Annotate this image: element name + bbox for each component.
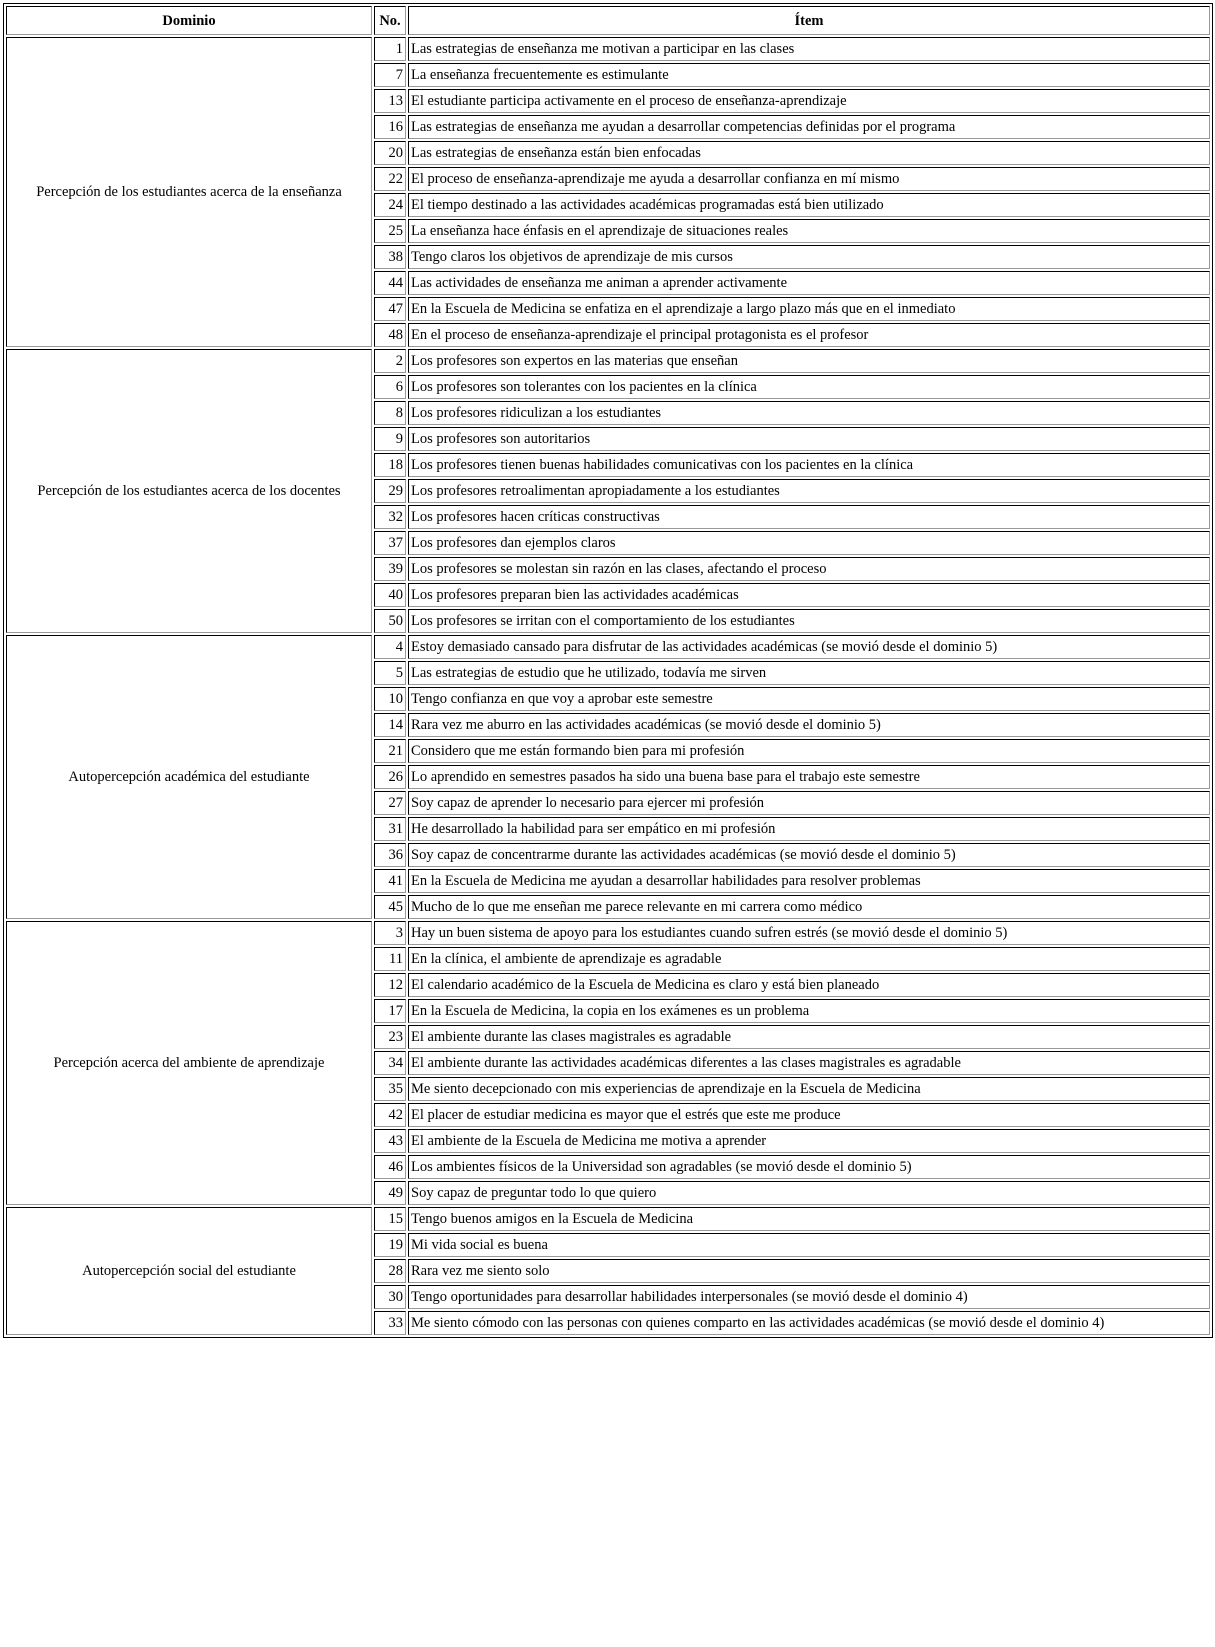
item-text: El proceso de enseñanza-aprendizaje me ayuda a desarrollar confianza en mí mismo bbox=[408, 167, 1210, 191]
item-number: 37 bbox=[374, 531, 406, 555]
item-number: 15 bbox=[374, 1207, 406, 1231]
item-text: Los profesores son autoritarios bbox=[408, 427, 1210, 451]
item-text: El calendario académico de la Escuela de Medicina es claro y está bien planeado bbox=[408, 973, 1210, 997]
item-text: Las estrategias de enseñanza me ayudan a desarrollar competencias definidas por el programa bbox=[408, 115, 1210, 139]
header-row bbox=[6, 6, 1210, 35]
item-text: En la Escuela de Medicina se enfatiza en el aprendizaje a largo plazo más que en el inmediato bbox=[408, 297, 1210, 321]
item-number: 3 bbox=[374, 921, 406, 945]
item-number: 41 bbox=[374, 869, 406, 893]
item-number: 18 bbox=[374, 453, 406, 477]
item-text: He desarrollado la habilidad para ser empático en mi profesión bbox=[408, 817, 1210, 841]
item-number: 11 bbox=[374, 947, 406, 971]
item-text: En la clínica, el ambiente de aprendizaje es agradable bbox=[408, 947, 1210, 971]
item-text: Mucho de lo que me enseñan me parece relevante en mi carrera como médico bbox=[408, 895, 1210, 919]
item-text: Los profesores se irritan con el comportamiento de los estudiantes bbox=[408, 609, 1210, 633]
item-text: Soy capaz de preguntar todo lo que quiero bbox=[408, 1181, 1210, 1205]
item-text: Los profesores tienen buenas habilidades comunicativas con los pacientes en la clínica bbox=[408, 453, 1210, 477]
header-no: No. bbox=[374, 6, 406, 35]
item-text: Las estrategias de enseñanza me motivan a participar en las clases bbox=[408, 37, 1210, 61]
item-text: El ambiente durante las actividades académicas diferentes a las clases magistrales es agradable bbox=[408, 1051, 1210, 1075]
item-text: Me siento decepcionado con mis experiencias de aprendizaje en la Escuela de Medicina bbox=[408, 1077, 1210, 1101]
item-number: 36 bbox=[374, 843, 406, 867]
table-row bbox=[6, 349, 1210, 373]
item-number: 49 bbox=[374, 1181, 406, 1205]
item-text: La enseñanza frecuentemente es estimulante bbox=[408, 63, 1210, 87]
item-number: 43 bbox=[374, 1129, 406, 1153]
table-row bbox=[6, 37, 1210, 61]
domain-cell: Autopercepción social del estudiante bbox=[6, 1207, 372, 1335]
domain-cell: Percepción de los estudiantes acerca de los docentes bbox=[6, 349, 372, 633]
item-number: 40 bbox=[374, 583, 406, 607]
item-text: Los profesores son tolerantes con los pacientes en la clínica bbox=[408, 375, 1210, 399]
item-text: La enseñanza hace énfasis en el aprendizaje de situaciones reales bbox=[408, 219, 1210, 243]
item-text: Los profesores retroalimentan apropiadamente a los estudiantes bbox=[408, 479, 1210, 503]
item-number: 45 bbox=[374, 895, 406, 919]
domain-cell: Percepción acerca del ambiente de aprendizaje bbox=[6, 921, 372, 1205]
item-number: 12 bbox=[374, 973, 406, 997]
item-text: El tiempo destinado a las actividades académicas programadas está bien utilizado bbox=[408, 193, 1210, 217]
item-number: 32 bbox=[374, 505, 406, 529]
item-text: Lo aprendido en semestres pasados ha sido una buena base para el trabajo este semestre bbox=[408, 765, 1210, 789]
item-number: 26 bbox=[374, 765, 406, 789]
item-number: 48 bbox=[374, 323, 406, 347]
table-row bbox=[6, 1207, 1210, 1231]
item-number: 7 bbox=[374, 63, 406, 87]
table-row bbox=[6, 921, 1210, 945]
item-number: 20 bbox=[374, 141, 406, 165]
item-text: Los profesores dan ejemplos claros bbox=[408, 531, 1210, 555]
item-number: 4 bbox=[374, 635, 406, 659]
item-text: En el proceso de enseñanza-aprendizaje el principal protagonista es el profesor bbox=[408, 323, 1210, 347]
item-number: 5 bbox=[374, 661, 406, 685]
item-number: 24 bbox=[374, 193, 406, 217]
item-text: Las estrategias de enseñanza están bien enfocadas bbox=[408, 141, 1210, 165]
item-number: 33 bbox=[374, 1311, 406, 1335]
item-number: 19 bbox=[374, 1233, 406, 1257]
item-text: Las estrategias de estudio que he utilizado, todavía me sirven bbox=[408, 661, 1210, 685]
domain-cell: Autopercepción académica del estudiante bbox=[6, 635, 372, 919]
item-text: Los profesores hacen críticas constructivas bbox=[408, 505, 1210, 529]
item-number: 35 bbox=[374, 1077, 406, 1101]
item-number: 29 bbox=[374, 479, 406, 503]
item-number: 9 bbox=[374, 427, 406, 451]
item-number: 44 bbox=[374, 271, 406, 295]
table-row bbox=[6, 635, 1210, 659]
item-text: Me siento cómodo con las personas con quienes comparto en las actividades académicas (se movió desde el dominio 4) bbox=[408, 1311, 1210, 1335]
item-number: 10 bbox=[374, 687, 406, 711]
item-number: 31 bbox=[374, 817, 406, 841]
item-text: Rara vez me aburro en las actividades académicas (se movió desde el dominio 5) bbox=[408, 713, 1210, 737]
item-text: Soy capaz de aprender lo necesario para ejercer mi profesión bbox=[408, 791, 1210, 815]
item-text: Tengo buenos amigos en la Escuela de Medicina bbox=[408, 1207, 1210, 1231]
item-text: Los profesores son expertos en las materias que enseñan bbox=[408, 349, 1210, 373]
item-text: Mi vida social es buena bbox=[408, 1233, 1210, 1257]
item-number: 1 bbox=[374, 37, 406, 61]
item-number: 46 bbox=[374, 1155, 406, 1179]
item-number: 25 bbox=[374, 219, 406, 243]
item-text: El estudiante participa activamente en el proceso de enseñanza-aprendizaje bbox=[408, 89, 1210, 113]
item-text: Estoy demasiado cansado para disfrutar de las actividades académicas (se movió desde el dominio 5) bbox=[408, 635, 1210, 659]
item-number: 16 bbox=[374, 115, 406, 139]
item-text: El ambiente durante las clases magistrales es agradable bbox=[408, 1025, 1210, 1049]
item-number: 6 bbox=[374, 375, 406, 399]
domains-items-table bbox=[3, 3, 1213, 1338]
item-text: Hay un buen sistema de apoyo para los estudiantes cuando sufren estrés (se movió desde el dominio 5) bbox=[408, 921, 1210, 945]
item-number: 38 bbox=[374, 245, 406, 269]
item-number: 23 bbox=[374, 1025, 406, 1049]
item-number: 34 bbox=[374, 1051, 406, 1075]
item-number: 50 bbox=[374, 609, 406, 633]
item-number: 17 bbox=[374, 999, 406, 1023]
item-text: En la Escuela de Medicina, la copia en los exámenes es un problema bbox=[408, 999, 1210, 1023]
domain-cell: Percepción de los estudiantes acerca de la enseñanza bbox=[6, 37, 372, 347]
item-number: 8 bbox=[374, 401, 406, 425]
header-domain: Dominio bbox=[6, 6, 372, 35]
item-number: 30 bbox=[374, 1285, 406, 1309]
item-text: Soy capaz de concentrarme durante las actividades académicas (se movió desde el dominio 5) bbox=[408, 843, 1210, 867]
item-text: Los profesores se molestan sin razón en las clases, afectando el proceso bbox=[408, 557, 1210, 581]
item-number: 47 bbox=[374, 297, 406, 321]
item-text: En la Escuela de Medicina me ayudan a desarrollar habilidades para resolver problemas bbox=[408, 869, 1210, 893]
item-text: Tengo confianza en que voy a aprobar este semestre bbox=[408, 687, 1210, 711]
item-number: 27 bbox=[374, 791, 406, 815]
item-text: El ambiente de la Escuela de Medicina me motiva a aprender bbox=[408, 1129, 1210, 1153]
item-text: El placer de estudiar medicina es mayor que el estrés que este me produce bbox=[408, 1103, 1210, 1127]
item-text: Rara vez me siento solo bbox=[408, 1259, 1210, 1283]
item-text: Las actividades de enseñanza me animan a aprender activamente bbox=[408, 271, 1210, 295]
item-number: 14 bbox=[374, 713, 406, 737]
item-text: Considero que me están formando bien para mi profesión bbox=[408, 739, 1210, 763]
item-number: 39 bbox=[374, 557, 406, 581]
item-number: 13 bbox=[374, 89, 406, 113]
header-item: Ítem bbox=[408, 6, 1210, 35]
item-number: 42 bbox=[374, 1103, 406, 1127]
item-number: 22 bbox=[374, 167, 406, 191]
item-number: 2 bbox=[374, 349, 406, 373]
item-number: 21 bbox=[374, 739, 406, 763]
table-body bbox=[6, 37, 1210, 1335]
item-text: Tengo claros los objetivos de aprendizaje de mis cursos bbox=[408, 245, 1210, 269]
item-text: Los profesores preparan bien las actividades académicas bbox=[408, 583, 1210, 607]
item-number: 28 bbox=[374, 1259, 406, 1283]
item-text: Los ambientes físicos de la Universidad son agradables (se movió desde el dominio 5) bbox=[408, 1155, 1210, 1179]
item-text: Los profesores ridiculizan a los estudiantes bbox=[408, 401, 1210, 425]
item-text: Tengo oportunidades para desarrollar habilidades interpersonales (se movió desde el dominio 4) bbox=[408, 1285, 1210, 1309]
